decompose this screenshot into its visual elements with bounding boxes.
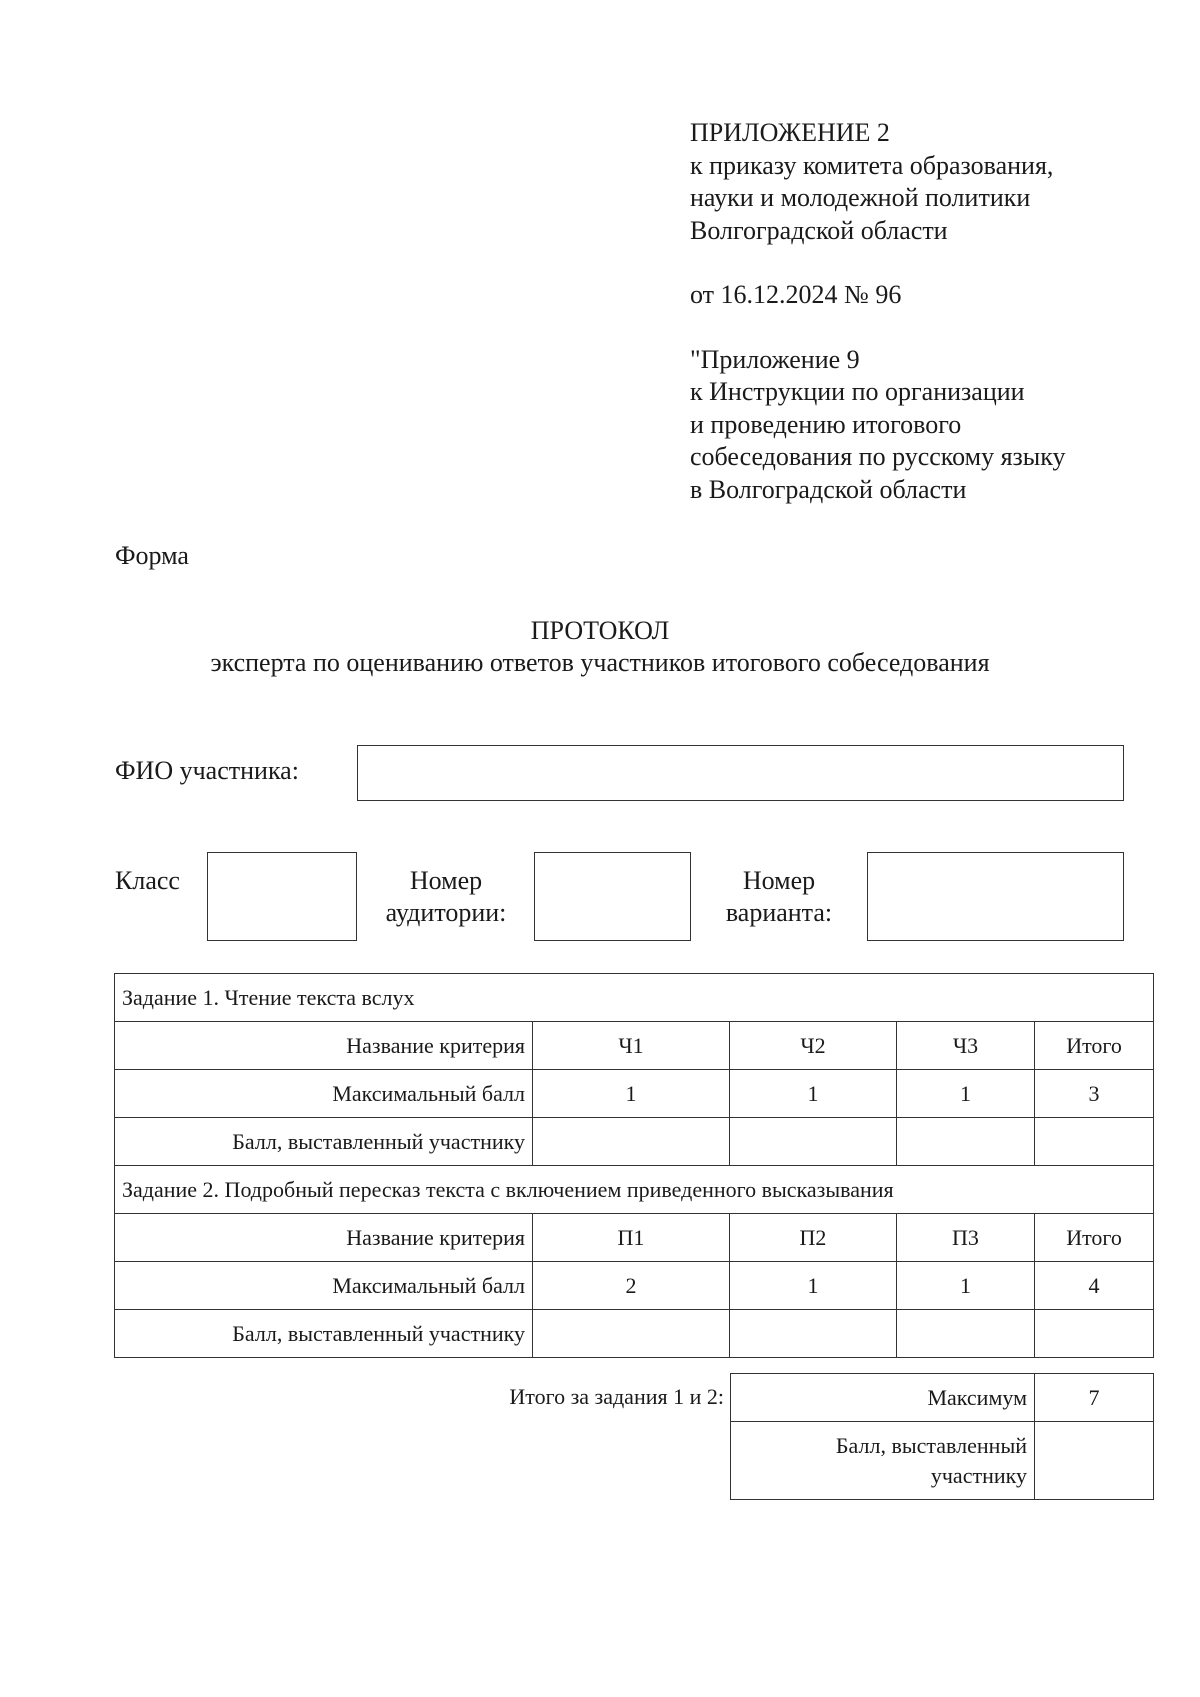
annex-sub-line: собеседования по русскому языку: [690, 442, 1066, 471]
fio-field[interactable]: [357, 745, 1124, 801]
variant-label-line: Номер: [742, 866, 816, 895]
criterion-cell: П2: [730, 1214, 897, 1262]
task1-title: Задание 1. Чтение текста вслух: [115, 974, 1154, 1022]
annex-sub-line: в Волгоградской области: [690, 474, 967, 504]
order-reference: от 16.12.2024 № 96: [690, 280, 902, 309]
total-table: [730, 1373, 1154, 1500]
score-input-cell[interactable]: [730, 1118, 897, 1166]
score-label: Балл, выставленный участнику: [115, 1118, 533, 1166]
task2-header-row: [115, 1166, 1154, 1214]
criterion-cell: П1: [533, 1214, 730, 1262]
total-score-label-line: участнику: [930, 1462, 1027, 1488]
class-label: Класс: [115, 866, 180, 895]
annex-line: науки и молодежной политики: [690, 183, 1031, 212]
variant-label: [706, 865, 852, 929]
protocol-title: ПРОТОКОЛ: [530, 616, 670, 645]
table-row: [115, 1022, 1154, 1070]
task1-header-row: [115, 974, 1154, 1022]
score-input-cell[interactable]: [533, 1310, 730, 1358]
annex-sub-line: и проведению итогового: [690, 409, 962, 439]
criterion-cell: Ч2: [730, 1022, 897, 1070]
score-input-cell[interactable]: [897, 1310, 1035, 1358]
criterion-total-cell: Итого: [1035, 1022, 1154, 1070]
table-row: [115, 1214, 1154, 1262]
room-number-field[interactable]: [534, 852, 691, 941]
fio-label: ФИО участника:: [115, 756, 299, 785]
protocol-subtitle: эксперта по оцениванию ответов участников итогового собеседования: [210, 648, 990, 677]
annex-title: ПРИЛОЖЕНИЕ 2: [690, 118, 890, 147]
protocol-heading: [0, 615, 1200, 679]
scoring-table: [114, 973, 1154, 1358]
room-label: [370, 865, 522, 929]
form-label: Форма: [115, 541, 189, 570]
annex-sub-line: "Приложение 9: [690, 344, 860, 374]
room-label-line: Номер: [409, 866, 483, 895]
max-total-cell: 3: [1035, 1070, 1154, 1118]
criterion-cell: П3: [897, 1214, 1035, 1262]
max-cell: 1: [533, 1070, 730, 1118]
max-cell: 1: [730, 1262, 897, 1310]
max-cell: 2: [533, 1262, 730, 1310]
criterion-cell: Ч3: [897, 1022, 1035, 1070]
score-input-cell[interactable]: [897, 1118, 1035, 1166]
table-row: [731, 1374, 1154, 1422]
score-total-input-cell[interactable]: [1035, 1310, 1154, 1358]
score-input-cell[interactable]: [533, 1118, 730, 1166]
table-row: [115, 1118, 1154, 1166]
score-input-cell[interactable]: [730, 1310, 897, 1358]
max-label: Максимальный балл: [115, 1070, 533, 1118]
score-label: Балл, выставленный участнику: [115, 1310, 533, 1358]
room-label-line: аудитории:: [385, 898, 507, 927]
total-label: Итого за задания 1 и 2:: [509, 1384, 724, 1409]
criterion-total-cell: Итого: [1035, 1214, 1154, 1262]
annex-block: [690, 117, 1066, 506]
criteria-label: Название критерия: [115, 1022, 533, 1070]
total-score-input-cell[interactable]: [1035, 1422, 1154, 1500]
annex-line: к приказу комитета образования,: [690, 150, 1054, 180]
total-score-label-line: Балл, выставленный: [835, 1432, 1027, 1458]
max-cell: 1: [897, 1070, 1035, 1118]
table-row: [115, 1310, 1154, 1358]
class-field[interactable]: [207, 852, 357, 941]
table-row: [115, 1070, 1154, 1118]
annex-line: Волгоградской области: [690, 215, 948, 245]
max-cell: 1: [730, 1070, 897, 1118]
criteria-label: Название критерия: [115, 1214, 533, 1262]
variant-label-line: варианта:: [725, 898, 833, 927]
task2-title: Задание 2. Подробный пересказ текста с включением приведенного высказывания: [115, 1166, 1154, 1214]
total-max-label: Максимум: [731, 1374, 1035, 1422]
variant-number-field[interactable]: [867, 852, 1124, 941]
max-label: Максимальный балл: [115, 1262, 533, 1310]
total-score-label: [731, 1422, 1035, 1500]
score-total-input-cell[interactable]: [1035, 1118, 1154, 1166]
max-total-cell: 4: [1035, 1262, 1154, 1310]
total-max-value: 7: [1035, 1374, 1154, 1422]
table-row: [115, 1262, 1154, 1310]
table-row: [731, 1422, 1154, 1500]
max-cell: 1: [897, 1262, 1035, 1310]
annex-sub-line: к Инструкции по организации: [690, 377, 1025, 406]
criterion-cell: Ч1: [533, 1022, 730, 1070]
